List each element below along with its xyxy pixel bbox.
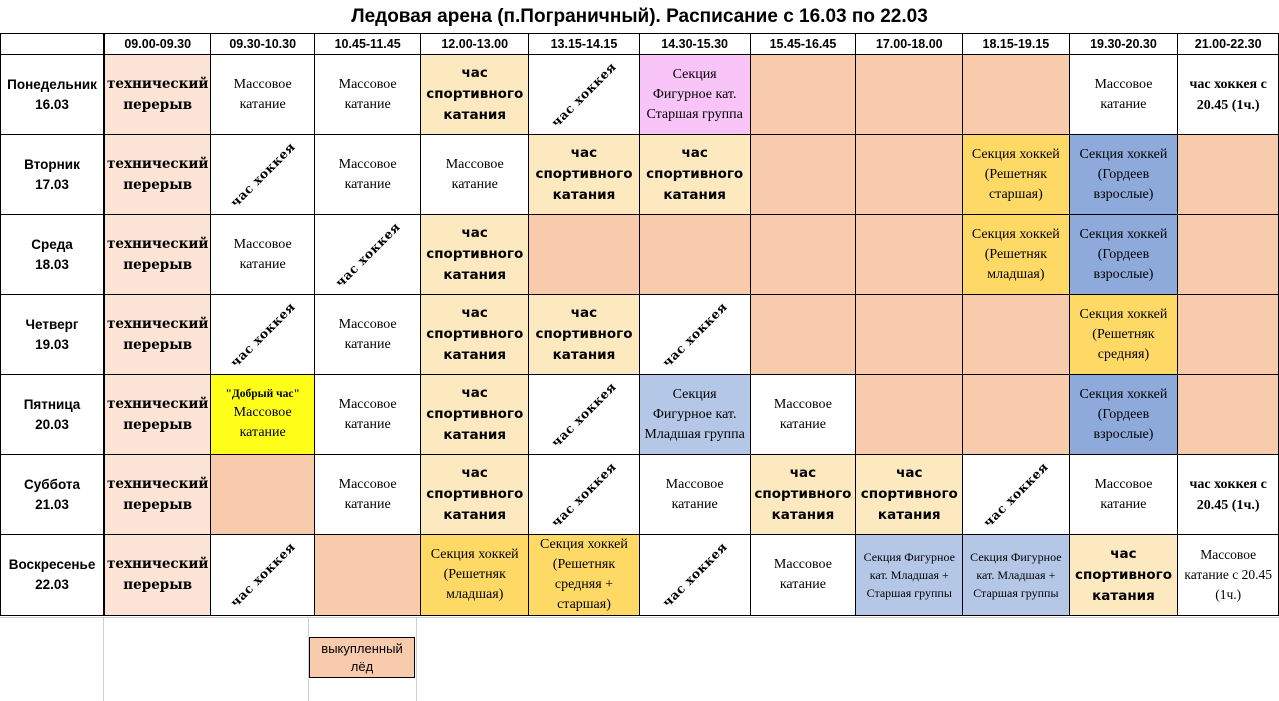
figure-skating-cell (963, 535, 1069, 616)
bought-ice-cell (963, 55, 1069, 135)
cell-text: Секция хоккей (Гордеев взрослые) (1079, 386, 1168, 442)
good-hour-tag: "Добрый час" (225, 388, 300, 400)
time-header: 21.00-22.30 (1178, 34, 1279, 55)
hockey-section-cell (963, 135, 1069, 215)
cell-text: Секция хоккей (Решетняк средняя + старшая) (540, 537, 628, 612)
bought-ice-cell (750, 295, 856, 375)
cell-text: Секция Фигурное кат. Младшая группа (644, 386, 745, 442)
day-label: Пятница 20.03 (1, 375, 105, 455)
hockey-hour-cell (963, 455, 1069, 535)
hockey-hour-cell (639, 295, 750, 375)
cell-text: технический перерыв (107, 475, 209, 513)
time-header: 19.30-20.30 (1069, 34, 1178, 55)
cell-text: Секция Фигурное кат. Старшая группа (646, 66, 743, 122)
day-label: Среда 18.03 (1, 215, 105, 295)
bought-ice-cell (1178, 295, 1279, 375)
cell-text: Секция хоккей (Решетняк старшая) (971, 146, 1060, 202)
bought-ice-cell (856, 55, 963, 135)
hockey-hour-cell (639, 535, 750, 616)
cell-text: час хоккея (548, 458, 620, 530)
time-header: 12.00-13.00 (421, 34, 529, 55)
time-header: 09.30-10.30 (211, 34, 315, 55)
hockey-hour-cell (211, 135, 315, 215)
cell-text: Массовое катание (233, 76, 292, 112)
mass-skating-cell (211, 55, 315, 135)
cell-text: час спортивного катания (426, 305, 524, 363)
schedule-row (1, 295, 1279, 375)
cell-text: Массовое катание (338, 316, 397, 352)
corner-cell (1, 34, 105, 55)
bought-ice-cell (750, 215, 856, 295)
sport-skating-cell (1069, 535, 1178, 616)
technical-break-cell (104, 295, 211, 375)
sport-skating-cell (750, 455, 856, 535)
schedule-row (1, 375, 1279, 455)
time-header: 13.15-14.15 (529, 34, 640, 55)
cell-text: час спортивного катания (535, 305, 633, 363)
sport-skating-cell (421, 215, 529, 295)
bought-ice-cell (856, 215, 963, 295)
mass-skating-cell (1178, 535, 1279, 616)
mass-skating-cell (639, 455, 750, 535)
hockey-hour-cell (1178, 455, 1279, 535)
cell-text: Массовое катание (1094, 76, 1153, 112)
bought-ice-cell (856, 135, 963, 215)
cell-text: час хоккея (227, 539, 299, 610)
schedule-row (1, 55, 1279, 135)
cell-text: час хоккея с 20.45 (1ч.) (1189, 476, 1267, 513)
cell-text: технический перерыв (107, 315, 209, 353)
cell-text: Массовое катание (665, 476, 724, 512)
cell-text: Массовое катание (445, 156, 504, 192)
time-header: 10.45-11.45 (314, 34, 420, 55)
hockey-hour-cell (211, 535, 315, 616)
cell-text: Массовое катание (233, 405, 292, 440)
cell-text: технический перерыв (107, 155, 209, 193)
technical-break-cell (104, 55, 211, 135)
mass-skating-cell (750, 375, 856, 455)
mass-skating-cell (314, 375, 420, 455)
schedule-row (1, 455, 1279, 535)
sport-skating-cell (529, 135, 640, 215)
mass-skating-cell (750, 535, 856, 616)
cell-text: Массовое катание (338, 396, 397, 432)
cell-text: час спортивного катания (535, 145, 633, 203)
bought-ice-cell (529, 215, 640, 295)
cell-text: Массовое катание (773, 396, 832, 432)
bought-ice-cell (314, 535, 420, 616)
technical-break-cell (104, 455, 211, 535)
sheet-gridline (0, 617, 1279, 618)
sport-skating-cell (421, 375, 529, 455)
time-header: 17.00-18.00 (856, 34, 963, 55)
cell-text: час спортивного катания (860, 465, 958, 523)
technical-break-cell (104, 535, 211, 616)
sport-skating-cell (421, 295, 529, 375)
technical-break-cell (104, 375, 211, 455)
sport-skating-cell (856, 455, 963, 535)
hockey-hour-cell (529, 55, 640, 135)
cell-text: час хоккея (227, 138, 299, 210)
mass-skating-cell (314, 295, 420, 375)
hockey-hour-cell (211, 295, 315, 375)
bought-ice-cell (1178, 375, 1279, 455)
cell-text: час хоккея с 20.45 (1ч.) (1189, 76, 1267, 113)
bought-ice-cell (750, 55, 856, 135)
cell-text: Массовое катание (338, 476, 397, 512)
cell-text: час хоккея (659, 298, 731, 370)
hockey-section-cell (1069, 375, 1178, 455)
cell-text: час хоккея (659, 539, 731, 610)
cell-text: час спортивного катания (426, 65, 524, 123)
cell-text: час хоккея (227, 298, 299, 370)
technical-break-cell (104, 215, 211, 295)
cell-text: технический перерыв (107, 75, 209, 113)
cell-text: час хоккея (548, 378, 620, 450)
cell-text: час хоккея (332, 218, 404, 290)
sheet-gridline (416, 618, 417, 701)
mass-skating-cell (421, 135, 529, 215)
schedule-row (1, 535, 1279, 616)
mass-skating-cell (211, 215, 315, 295)
good-hour-cell (211, 375, 315, 455)
time-header: 09.00-09.30 (104, 34, 211, 55)
page-title: Ледовая арена (п.Пограничный). Расписание с 16.03 по 22.03 (351, 6, 928, 27)
figure-skating-cell (639, 55, 750, 135)
time-header: 15.45-16.45 (750, 34, 856, 55)
mass-skating-cell (314, 455, 420, 535)
cell-text: Массовое катание с 20.45 (1ч.) (1184, 547, 1272, 602)
sport-skating-cell (639, 135, 750, 215)
mass-skating-cell (1069, 455, 1178, 535)
bought-ice-cell (1178, 215, 1279, 295)
bought-ice-cell (963, 375, 1069, 455)
cell-text: Секция хоккей (Гордеев взрослые) (1079, 226, 1168, 282)
bought-ice-cell (856, 295, 963, 375)
cell-text: Секция хоккей (Решетняк средняя) (1079, 306, 1168, 362)
mass-skating-cell (314, 135, 420, 215)
hockey-hour-cell (1178, 55, 1279, 135)
cell-text: Секция Фигурное кат. Младшая + Старшая группы (970, 550, 1062, 600)
day-label: Вторник 17.03 (1, 135, 105, 215)
schedule-row (1, 135, 1279, 215)
cell-text: Массовое катание (233, 236, 292, 272)
bought-ice-cell (963, 295, 1069, 375)
hockey-hour-cell (314, 215, 420, 295)
hockey-hour-cell (529, 375, 640, 455)
time-header: 14.30-15.30 (639, 34, 750, 55)
hockey-section-cell (963, 215, 1069, 295)
cell-text: Массовое катание (338, 156, 397, 192)
sport-skating-cell (421, 455, 529, 535)
hockey-section-cell (1069, 215, 1178, 295)
cell-text: час хоккея (980, 458, 1052, 530)
schedule-table (0, 33, 1279, 616)
cell-text: технический перерыв (107, 235, 209, 273)
hockey-section-cell (1069, 135, 1178, 215)
cell-text: Секция хоккей (Решетняк младшая) (971, 226, 1060, 282)
cell-text: технический перерыв (107, 556, 209, 593)
cell-text: Массовое катание (338, 76, 397, 112)
day-label: Четверг 19.03 (1, 295, 105, 375)
hockey-section-cell (1069, 295, 1178, 375)
cell-text: Массовое катание (773, 557, 832, 592)
figure-skating-cell (639, 375, 750, 455)
cell-text: Секция хоккей (Решетняк младшая) (430, 547, 519, 602)
cell-text: Секция хоккей (Гордеев взрослые) (1079, 146, 1168, 202)
hockey-hour-cell (529, 455, 640, 535)
cell-text: час спортивного катания (426, 225, 524, 283)
bought-ice-cell (856, 375, 963, 455)
mass-skating-cell (1069, 55, 1178, 135)
technical-break-cell (104, 135, 211, 215)
cell-text: час хоккея (548, 58, 620, 130)
cell-text: технический перерыв (107, 395, 209, 433)
bought-ice-cell (750, 135, 856, 215)
cell-text: час спортивного катания (754, 465, 852, 523)
time-header: 18.15-19.15 (963, 34, 1069, 55)
sport-skating-cell (529, 295, 640, 375)
day-label: Воскресенье 22.03 (1, 535, 105, 616)
day-label: Понедельник 16.03 (1, 55, 105, 135)
bought-ice-cell (211, 455, 315, 535)
sport-skating-cell (421, 55, 529, 135)
figure-skating-cell (856, 535, 963, 616)
legend-bought-ice: выкупленный лёд (309, 637, 415, 678)
cell-text: час спортивного катания (646, 145, 744, 203)
hockey-section-cell (421, 535, 529, 616)
sheet-gridline (103, 618, 104, 701)
cell-text: час спортивного катания (426, 385, 524, 443)
cell-text: Секция Фигурное кат. Младшая + Старшая группы (863, 550, 955, 600)
hockey-section-cell (529, 535, 640, 616)
bought-ice-cell (1178, 135, 1279, 215)
cell-text: час спортивного катания (1074, 545, 1172, 604)
cell-text: Массовое катание (1094, 476, 1153, 512)
mass-skating-cell (314, 55, 420, 135)
day-label: Суббота 21.03 (1, 455, 105, 535)
schedule-row (1, 215, 1279, 295)
header-row (1, 34, 1279, 55)
cell-text: час спортивного катания (426, 465, 524, 523)
bought-ice-cell (639, 215, 750, 295)
